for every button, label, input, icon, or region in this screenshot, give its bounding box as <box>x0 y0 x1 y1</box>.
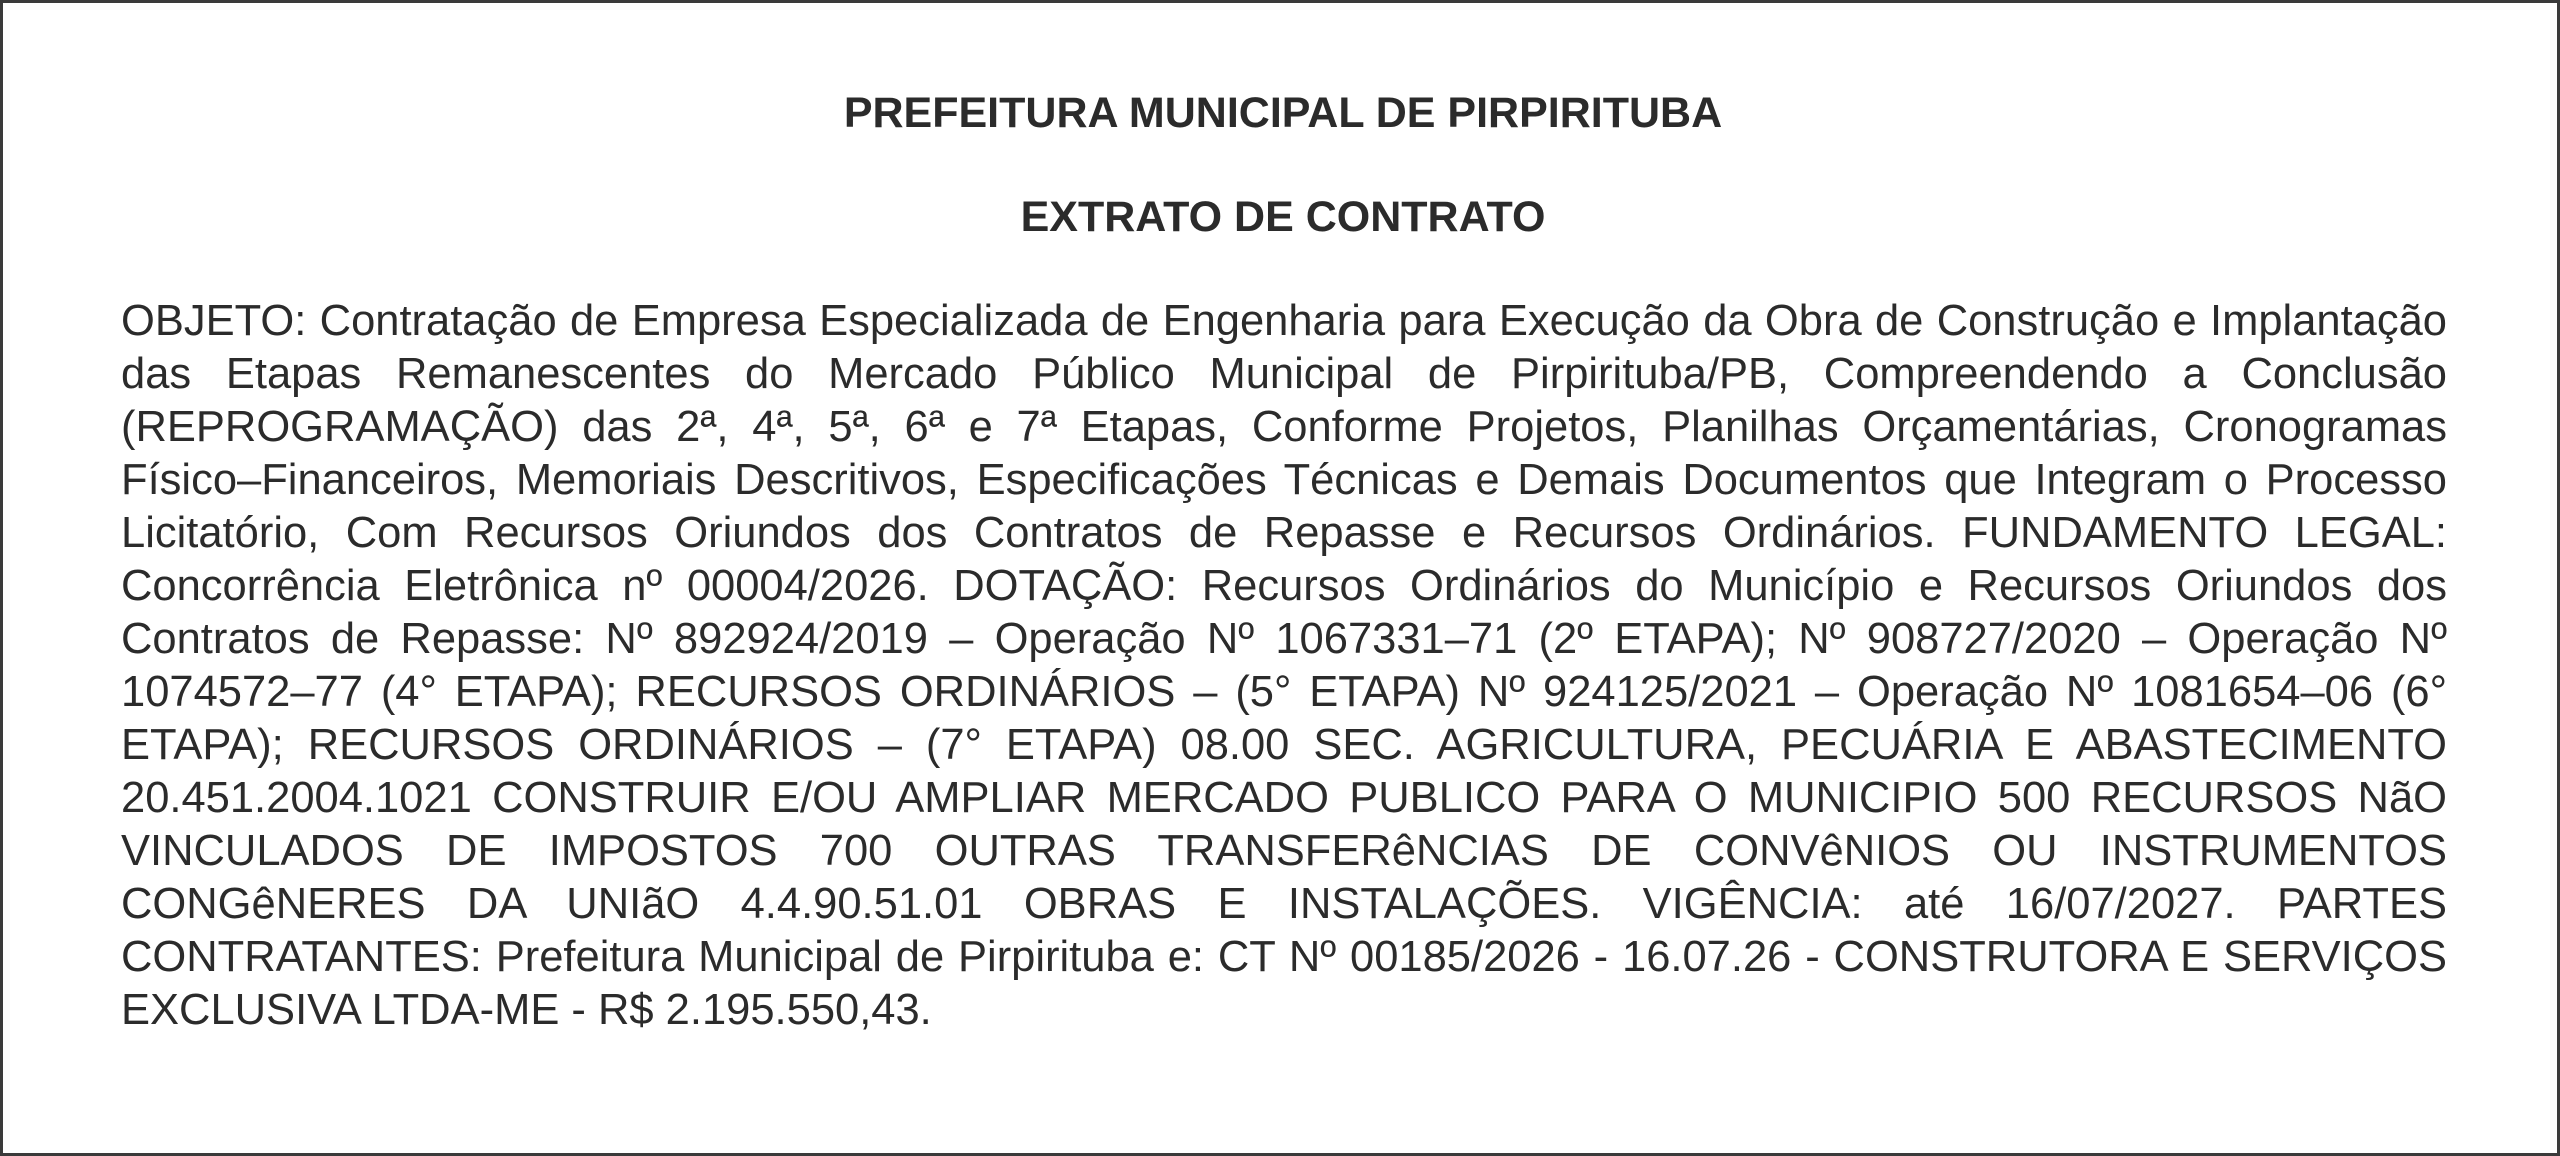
municipality-heading: PREFEITURA MUNICIPAL DE PIRPIRITUBA <box>843 89 1723 137</box>
contract-extract-body: OBJETO: Contratação de Empresa Especializada de Engenharia para Execução da Obra de Construção e Implantação das Etapas Remanescentes do Mercado Público Municipal de Pirpirituba/PB, Compreendendo a Conclusão (REPROGRAMAÇÃO) das 2ª, 4ª, 5ª, 6ª e 7ª Etapas, Conforme Projetos, Planilhas Orçamentárias, Cronogramas Físico–Financeiros, Memoriais Descritivos, Especificações Técnicas e Demais Documentos que Integram o Processo Licitatório, Com Recursos Oriundos dos Contratos de Repasse e Recursos Ordinários. FUNDAMENTO LEGAL: Concorrência Eletrônica nº 00004/2026. DOTAÇÃO: Recursos Ordinários do Município e Recursos Oriundos dos Contratos de Repasse: Nº 892924/2019 – Operação Nº 1067331–71 (2º ETAPA); Nº 908727/2020 – Operação Nº 1074572–77 (4° ETAPA); RECURSOS ORDINÁRIOS – (5° ETAPA) Nº 924125/2021 – Operação Nº 1081654–06 (6° ETAPA); RECURSOS ORDINÁRIOS – (7° ETAPA) 08.00 SEC. AGRICULTURA, PECUÁRIA E ABASTECIMENTO 20.451.2004.1021 CONSTRUIR E/OU AMPLIAR MERCADO PUBLICO PARA O MUNICIPIO 500 RECURSOS NãO VINCULADOS DE IMPOSTOS 700 OUTRAS TRANSFERêNCIAS DE CONVêNIOS OU INSTRUMENTOS CONGêNERES DA UNIãO 4.4.90.51.01 OBRAS E INSTALAÇÕES. VIGÊNCIA: até 16/07/2027. PARTES CONTRATANTES: Prefeitura Municipal de Pirpirituba e: CT Nº 00185/2026 - 16.07.26 - CONSTRUTORA E SERVIÇOS EXCLUSIVA LTDA-ME - R$ 2.195.550,43. <box>121 297 2447 1034</box>
document-title: EXTRATO DE CONTRATO <box>1020 193 1546 241</box>
